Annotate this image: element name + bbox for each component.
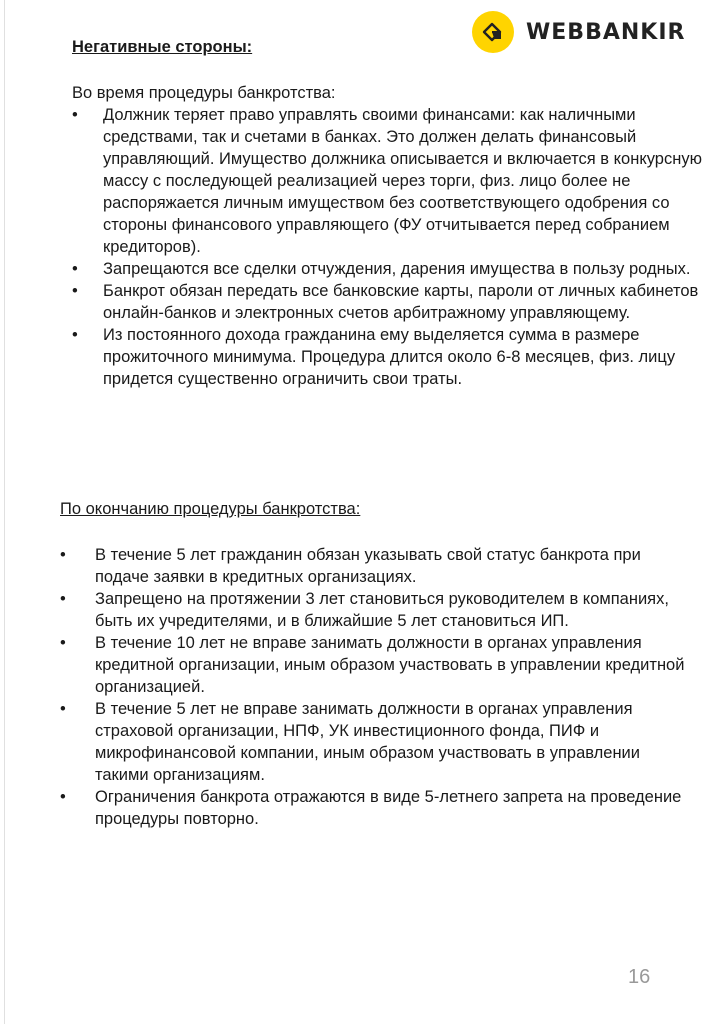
bullet: •: [60, 590, 66, 608]
list-item: [72, 258, 702, 280]
negative-list: [72, 104, 702, 390]
list-item-text: Запрещаются все сделки отчуждения, дарения имущества в пользу родных.: [103, 260, 691, 278]
page-number: 16: [628, 966, 651, 988]
after-list: [60, 544, 690, 830]
page-border: [4, 0, 5, 1024]
bullet: •: [72, 260, 78, 278]
list-item: [60, 786, 690, 830]
list-item-text: Запрещено на протяжении 3 лет становиться руководителем в компаниях, быть их учредителями, и в ближайшие 5 лет становиться ИП.: [95, 590, 669, 630]
list-item-text: В течение 10 лет не вправе занимать должности в органах управления кредитной организации, иным образом участвовать в управлении кредитной организацией.: [95, 634, 685, 696]
negative-intro: Во время процедуры банкротства:: [72, 84, 336, 102]
list-item: [72, 324, 702, 390]
after-heading: По окончанию процедуры банкротства:: [60, 500, 361, 518]
list-item-text: В течение 5 лет гражданин обязан указывать свой статус банкрота при подаче заявки в кредитных организациях.: [95, 546, 641, 586]
list-item: [60, 698, 690, 786]
list-item-text: Банкрот обязан передать все банковские карты, пароли от личных кабинетов онлайн-банков и электронных счетов арбитражному управляющему.: [103, 282, 699, 322]
list-item-text: В течение 5 лет не вправе занимать должности в органах управления страховой организации, НПФ, УК инвестиционного фонда, ПИФ и микрофинансовой компании, иным образом участвовать в управлении такими организациям.: [95, 700, 640, 784]
negative-heading: Негативные стороны:: [72, 38, 253, 56]
bullet: •: [72, 282, 78, 300]
list-item: [72, 280, 702, 324]
negative-section: [72, 36, 702, 390]
bullet: •: [60, 634, 66, 652]
list-item: [72, 104, 702, 258]
bullet: •: [60, 700, 66, 718]
logo-text: WEBBANKIR: [526, 19, 686, 45]
bullet: •: [72, 106, 78, 124]
list-item-text: Должник теряет право управлять своими финансами: как наличными средствами, так и счетами в банках. Это должен делать финансовый управляющий. Имущество должника описывается и включается в конкурсную массу с последующей реализацией через торги, физ. лицо более не распоряжается личным имуществом без соответствующего одобрения со стороны финансового управляющего (ФУ отчитывается перед собранием кредиторов).: [103, 106, 702, 256]
list-item-text: Ограничения банкрота отражаются в виде 5-летнего запрета на проведение процедуры повторно.: [95, 788, 682, 828]
after-section: [60, 498, 690, 830]
list-item: [60, 544, 690, 588]
list-item: [60, 588, 690, 632]
list-item: [60, 632, 690, 698]
list-item-text: Из постоянного дохода гражданина ему выделяется сумма в размере прожиточного минимума. Процедура длится около 6-8 месяцев, физ. лицу придется существенно ограничить свои траты.: [103, 326, 676, 388]
bullet: •: [72, 326, 78, 344]
bullet: •: [60, 788, 66, 806]
bullet: •: [60, 546, 66, 564]
